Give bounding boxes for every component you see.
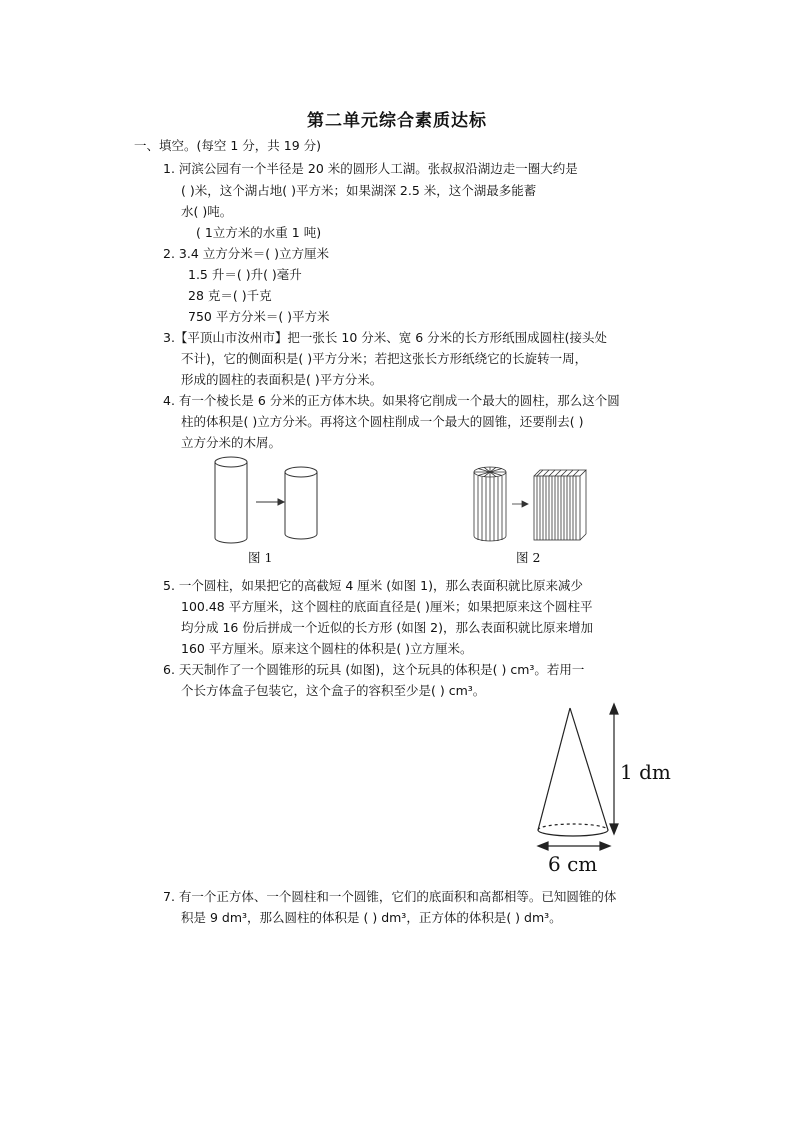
figure-2-sliced-cylinder xyxy=(468,460,608,550)
q1-line-2: ( )米，这个湖占地( )平方米；如果湖深 2.5 米，这个湖最多能蓄 xyxy=(181,183,537,198)
q4-line-1: 4. 有一个棱长是 6 分米的正方体木块。如果将它削成一个最大的圆柱，那么这个圆 xyxy=(163,393,620,408)
page-title: 第二单元综合素质达标 xyxy=(307,111,487,131)
q7-line-1: 7. 有一个正方体、一个圆柱和一个圆锥，它们的底面积和高都相等。已知圆锥的体 xyxy=(163,889,617,904)
q3-line-2: 不计)，它的侧面积是( )平方分米；若把这张长方形纸绕它的长旋转一周， xyxy=(181,351,588,366)
q3-line-3: 形成的圆柱的表面积是( )平方分米。 xyxy=(181,372,383,387)
q4-line-3: 立方分米的木屑。 xyxy=(181,435,282,450)
cone-diameter-label: 6 cm xyxy=(548,852,598,876)
q5-line-4: 160 平方厘米。原来这个圆柱的体积是( )立方厘米。 xyxy=(181,641,473,656)
section-heading: 一、填空。(每空 1 分，共 19 分) xyxy=(134,138,322,153)
q1-line-3: 水( )吨。 xyxy=(181,204,233,219)
q6-line-1: 6. 天天制作了一个圆锥形的玩具 (如图)，这个玩具的体积是( ) cm³。若用一 xyxy=(163,662,585,677)
q7-line-2: 积是 9 dm³，那么圆柱的体积是 ( ) dm³，正方体的体积是( ) dm³。 xyxy=(181,910,562,925)
q6-line-2: 个长方体盒子包装它，这个盒子的容积至少是( ) cm³。 xyxy=(181,683,486,698)
q2-line-3: 28 克＝( )千克 xyxy=(188,288,272,303)
q2-line-1: 2. 3.4 立方分米＝( )立方厘米 xyxy=(163,246,329,261)
q1-line-1: 1. 河滨公园有一个半径是 20 米的圆形人工湖。张叔叔沿湖边走一圈大约是 xyxy=(163,161,578,176)
q3-line-1: 3.【平顶山市汝州市】把一张长 10 分米、宽 6 分米的长方形纸围成圆柱(接头处 xyxy=(163,330,608,345)
q1-note: ( 1立方米的水重 1 吨) xyxy=(196,225,322,240)
q4-line-2: 柱的体积是( )立方分米。再将这个圆柱削成一个最大的圆锥，还要削去( ) xyxy=(181,414,584,429)
q2-line-2: 1.5 升＝( )升( )毫升 xyxy=(188,267,302,282)
q5-line-2: 100.48 平方厘米，这个圆柱的底面直径是( )厘米；如果把原来这个圆柱平 xyxy=(181,599,593,614)
q5-line-3: 均分成 16 份后拼成一个近似的长方形 (如图 2)，那么表面积就比原来增加 xyxy=(181,620,594,635)
q2-line-4: 750 平方分米＝( )平方米 xyxy=(188,309,330,324)
cone-height-label: 1 dm xyxy=(620,760,671,784)
figure-1-caption: 图 1 xyxy=(248,550,273,565)
q5-line-1: 5. 一个圆柱，如果把它的高截短 4 厘米 (如图 1)，那么表面积就比原来减少 xyxy=(163,578,583,593)
figure-2-caption: 图 2 xyxy=(516,550,541,565)
figure-1-cylinders xyxy=(200,450,340,550)
